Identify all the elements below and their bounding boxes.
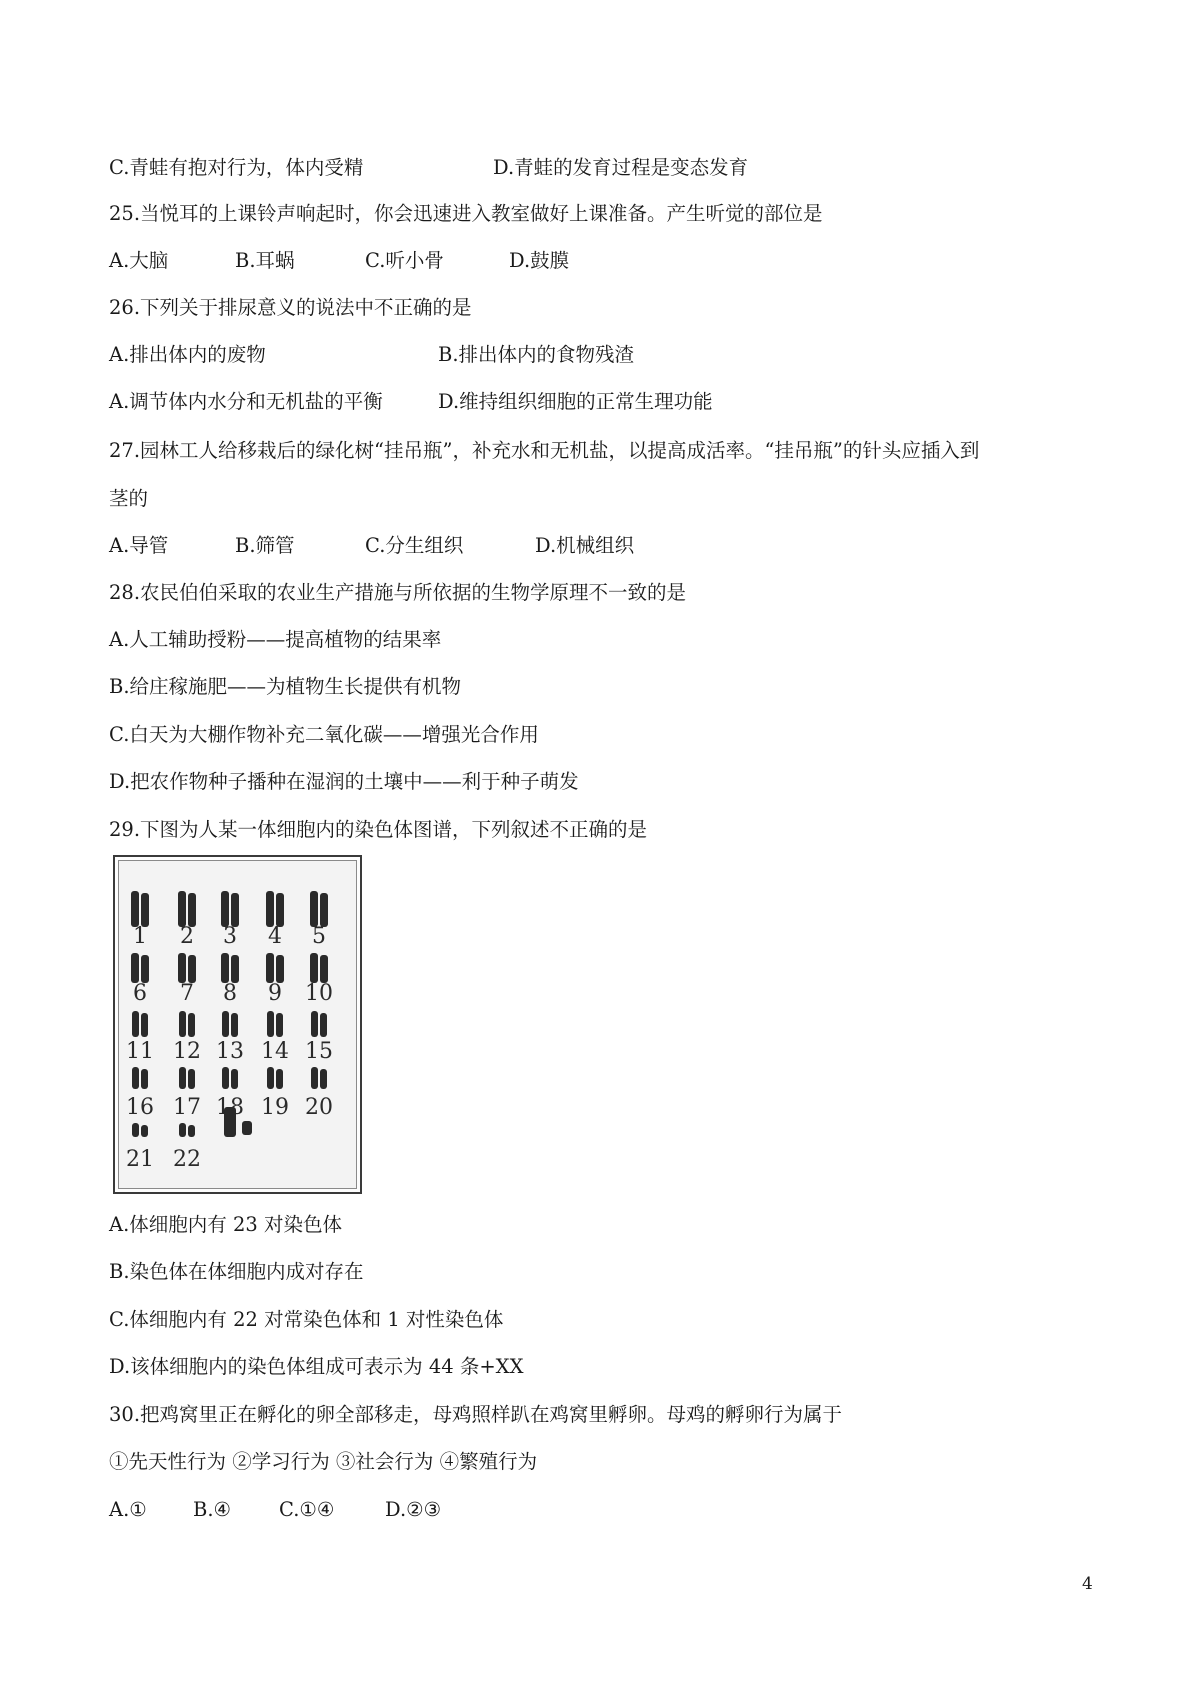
chromosome-label-21: 21: [126, 1147, 154, 1172]
option-d: D.鼓膜: [509, 249, 570, 272]
chromosome-17-a: [179, 1067, 186, 1089]
question-28-stem: 28.农民伯伯采取的农业生产措施与所依据的生物学原理不一致的是: [109, 581, 687, 604]
option-a: A.①: [109, 1498, 147, 1521]
chromosome-19-b: [276, 1069, 283, 1089]
option-c: A.调节体内水分和无机盐的平衡: [109, 390, 383, 413]
chromosome-16-b: [141, 1069, 148, 1089]
chromosome-10-a: [310, 953, 318, 983]
chromosome-11-a: [132, 1011, 139, 1037]
option-a: A.排出体内的废物: [109, 343, 266, 366]
chromosome-label-17: 17: [173, 1095, 201, 1120]
question-29-stem: 29.下图为人某一体细胞内的染色体图谱，下列叙述不正确的是: [109, 818, 648, 841]
chromosome-7-a: [178, 953, 186, 983]
question-27-options: [109, 531, 1109, 561]
chromosome-12-a: [179, 1011, 186, 1037]
question-26-options-row1: [109, 340, 1109, 370]
chromosome-13-a: [222, 1011, 229, 1037]
chromosome-label-13: 13: [216, 1039, 244, 1064]
chromosome-label-8: 8: [223, 981, 237, 1006]
chromosome-5-b: [320, 893, 328, 927]
question-30-stem: 30.把鸡窝里正在孵化的卵全部移走，母鸡照样趴在鸡窝里孵卵。母鸡的孵卵行为属于: [109, 1403, 843, 1426]
page-number: 4: [1082, 1574, 1093, 1594]
question-29-option-b: B.染色体在体细胞内成对存在: [109, 1260, 364, 1283]
question-26-options-row2: [109, 387, 1109, 417]
chromosome-label-19: 19: [261, 1095, 289, 1120]
option-d: D.机械组织: [535, 534, 635, 557]
chromosome-label-12: 12: [173, 1039, 201, 1064]
chromosome-label-11: 11: [126, 1039, 154, 1064]
option-b: B.耳蜗: [235, 249, 295, 272]
question-29-option-d: D.该体细胞内的染色体组成可表示为 44 条+XX: [109, 1355, 524, 1378]
chromosome-label-2: 2: [180, 924, 194, 949]
chromosome-label-1: 1: [133, 924, 147, 949]
chromosome-label-5: 5: [312, 924, 326, 949]
option-a: A.导管: [109, 534, 169, 557]
chromosome-20-a: [311, 1067, 318, 1089]
chromosome-label-4: 4: [268, 924, 282, 949]
chromosome-label-18: 18: [216, 1095, 244, 1120]
chromosome-20-b: [320, 1069, 327, 1089]
question-27-stem: 27.园林工人给移栽后的绿化树“挂吊瓶”，补充水和无机盐，以提高成活率。“挂吊瓶”的针头应插入到: [109, 439, 980, 462]
chromosome-18-b: [231, 1069, 238, 1089]
question-26-stem: 26.下列关于排尿意义的说法中不正确的是: [109, 296, 472, 319]
chromosome-4-b: [276, 893, 284, 927]
option-c: C.青蛙有抱对行为，体内受精: [109, 156, 364, 179]
chromosome-y: [242, 1121, 252, 1135]
question-25-options: [109, 246, 1109, 276]
question-28-option-b: B.给庄稼施肥——为植物生长提供有机物: [109, 675, 462, 698]
option-d: D.青蛙的发育过程是变态发育: [493, 156, 749, 179]
option-b: B.筛管: [235, 534, 295, 557]
option-c: C.①④: [279, 1498, 335, 1521]
question-24-options: [109, 153, 1109, 183]
question-28-option-a: A.人工辅助授粉——提高植物的结果率: [109, 628, 442, 651]
chromosome-14-b: [276, 1013, 283, 1037]
chromosome-11-b: [141, 1013, 148, 1037]
chromosome-label-22: 22: [173, 1147, 201, 1172]
chromosome-6-b: [141, 955, 149, 983]
chromosome-22-b: [188, 1125, 195, 1137]
chromosome-22-a: [179, 1123, 186, 1137]
chromosome-2-b: [188, 893, 196, 927]
question-28-option-c: C.白天为大棚作物补充二氧化碳——增强光合作用: [109, 723, 539, 746]
chromosome-3-b: [231, 893, 239, 927]
chromosome-4-a: [266, 891, 274, 927]
chromosome-3-a: [221, 891, 229, 927]
chromosome-9-a: [266, 953, 274, 983]
chromosome-16-a: [132, 1067, 139, 1089]
chromosome-label-20: 20: [305, 1095, 333, 1120]
chromosome-14-a: [267, 1011, 274, 1037]
chromosome-2-a: [178, 891, 186, 927]
question-28-option-d: D.把农作物种子播种在湿润的土壤中——利于种子萌发: [109, 770, 579, 793]
question-30-options: [109, 1495, 1109, 1525]
chromosome-18-a: [222, 1067, 229, 1089]
chromosome-9-b: [276, 955, 284, 983]
chromosome-5-a: [310, 891, 318, 927]
chromosome-15-a: [311, 1011, 318, 1037]
chromosome-17-b: [188, 1069, 195, 1089]
chromosome-7-b: [188, 955, 196, 983]
option-b: B.排出体内的食物残渣: [438, 343, 635, 366]
option-d: D.②③: [385, 1498, 442, 1521]
question-30-choices: ①先天性行为 ②学习行为 ③社会行为 ④繁殖行为: [109, 1450, 538, 1473]
chromosome-1-a: [131, 891, 139, 927]
chromosome-label-9: 9: [268, 981, 282, 1006]
chromosome-label-3: 3: [223, 924, 237, 949]
chromosome-label-10: 10: [305, 981, 333, 1006]
chromosome-label-6: 6: [133, 981, 147, 1006]
option-b: B.④: [193, 1498, 232, 1521]
karyotype-image: [115, 857, 360, 1192]
chromosome-8-a: [221, 953, 229, 983]
chromosome-8-b: [231, 955, 239, 983]
option-c: C.听小骨: [365, 249, 444, 272]
question-27-stem-continued: 茎的: [109, 487, 149, 510]
option-a: A.大脑: [109, 249, 169, 272]
chromosome-label-14: 14: [261, 1039, 289, 1064]
chromosome-15-b: [320, 1013, 327, 1037]
option-d: D.维持组织细胞的正常生理功能: [438, 390, 713, 413]
chromosome-21-b: [141, 1125, 148, 1137]
chromosome-19-a: [267, 1067, 274, 1089]
karyotype-figure: [113, 855, 362, 1194]
chromosome-6-a: [131, 953, 139, 983]
chromosome-label-16: 16: [126, 1095, 154, 1120]
chromosome-1-b: [141, 893, 149, 927]
chromosome-13-b: [231, 1013, 238, 1037]
question-29-option-c: C.体细胞内有 22 对常染色体和 1 对性染色体: [109, 1308, 504, 1331]
question-29-option-a: A.体细胞内有 23 对染色体: [109, 1213, 342, 1236]
question-25-stem: 25.当悦耳的上课铃声响起时，你会迅速进入教室做好上课准备。产生听觉的部位是: [109, 202, 823, 225]
option-c: C.分生组织: [365, 534, 464, 557]
chromosome-label-7: 7: [180, 981, 194, 1006]
chromosome-label-15: 15: [305, 1039, 333, 1064]
chromosome-12-b: [188, 1013, 195, 1037]
chromosome-10-b: [320, 955, 328, 983]
chromosome-21-a: [132, 1123, 139, 1137]
